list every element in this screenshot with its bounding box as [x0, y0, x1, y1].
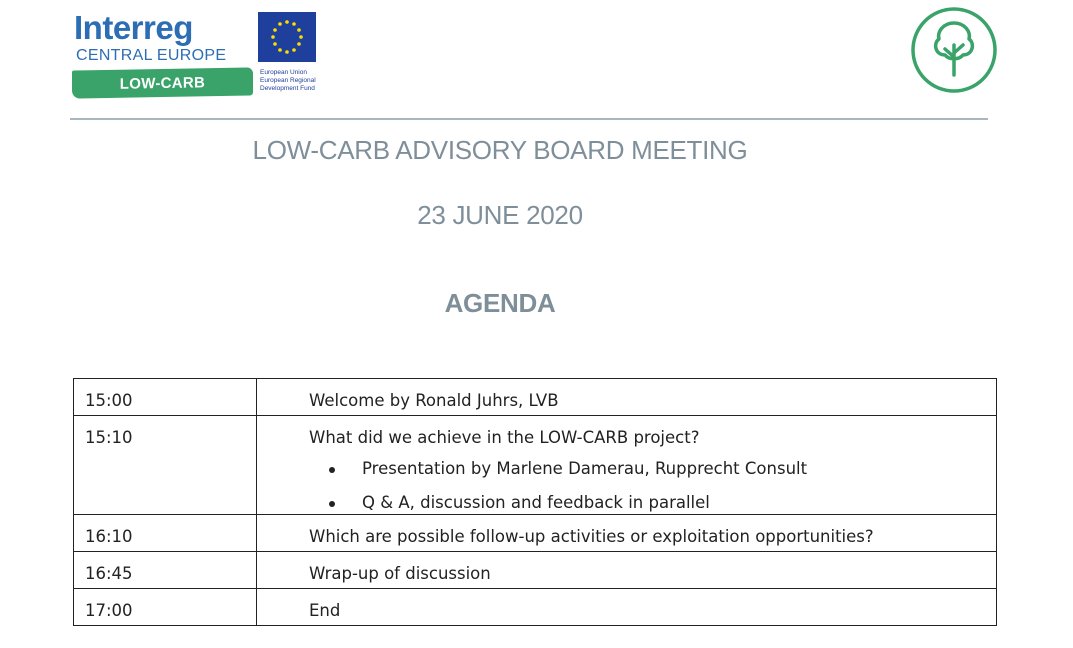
agenda-table	[73, 378, 997, 626]
list-item: Presentation by Marlene Damerau, Rupprecht Consult	[309, 459, 996, 478]
table-row	[74, 379, 997, 416]
agenda-time: 16:45	[74, 552, 257, 589]
table-row	[74, 552, 997, 589]
eu-flag-icon	[258, 12, 316, 62]
agenda-time: 15:10	[74, 416, 257, 515]
eu-caption-line3: Development Fund	[260, 85, 315, 92]
eu-caption-line1: European Union	[260, 69, 307, 76]
meeting-title: LOW-CARB ADVISORY BOARD MEETING	[252, 135, 748, 165]
table-row	[74, 416, 997, 515]
agenda-item-text: What did we achieve in the LOW-CARB project?	[309, 428, 700, 447]
tree-icon	[909, 5, 999, 95]
eu-fund-caption	[260, 69, 330, 93]
agenda-item: End	[257, 589, 997, 626]
agenda-item: Welcome by Ronald Juhrs, LVB	[257, 379, 997, 416]
meeting-date: 23 JUNE 2020	[417, 200, 583, 230]
eu-caption-line2: European Regional	[260, 77, 316, 84]
agenda-item: Which are possible follow-up activities or exploitation opportunities?	[257, 515, 997, 552]
list-item: Q & A, discussion and feedback in parallel	[309, 493, 996, 512]
table-row	[74, 589, 997, 626]
logo-central-europe-text: CENTRAL EUROPE	[76, 47, 227, 64]
agenda-item-with-bullets	[257, 416, 997, 515]
header-divider	[70, 118, 988, 120]
agenda-time: 17:00	[74, 589, 257, 626]
agenda-heading: AGENDA	[444, 288, 556, 318]
logo-interreg-text: Interreg	[74, 9, 193, 46]
interreg-lowcarb-logo	[72, 10, 322, 100]
agenda-time: 16:10	[74, 515, 257, 552]
table-row	[74, 515, 997, 552]
agenda-time: 15:00	[74, 379, 257, 416]
agenda-bullet-list	[309, 459, 996, 512]
logo-lowcarb-badge: LOW-CARB	[72, 67, 253, 98]
agenda-item: Wrap-up of discussion	[257, 552, 997, 589]
